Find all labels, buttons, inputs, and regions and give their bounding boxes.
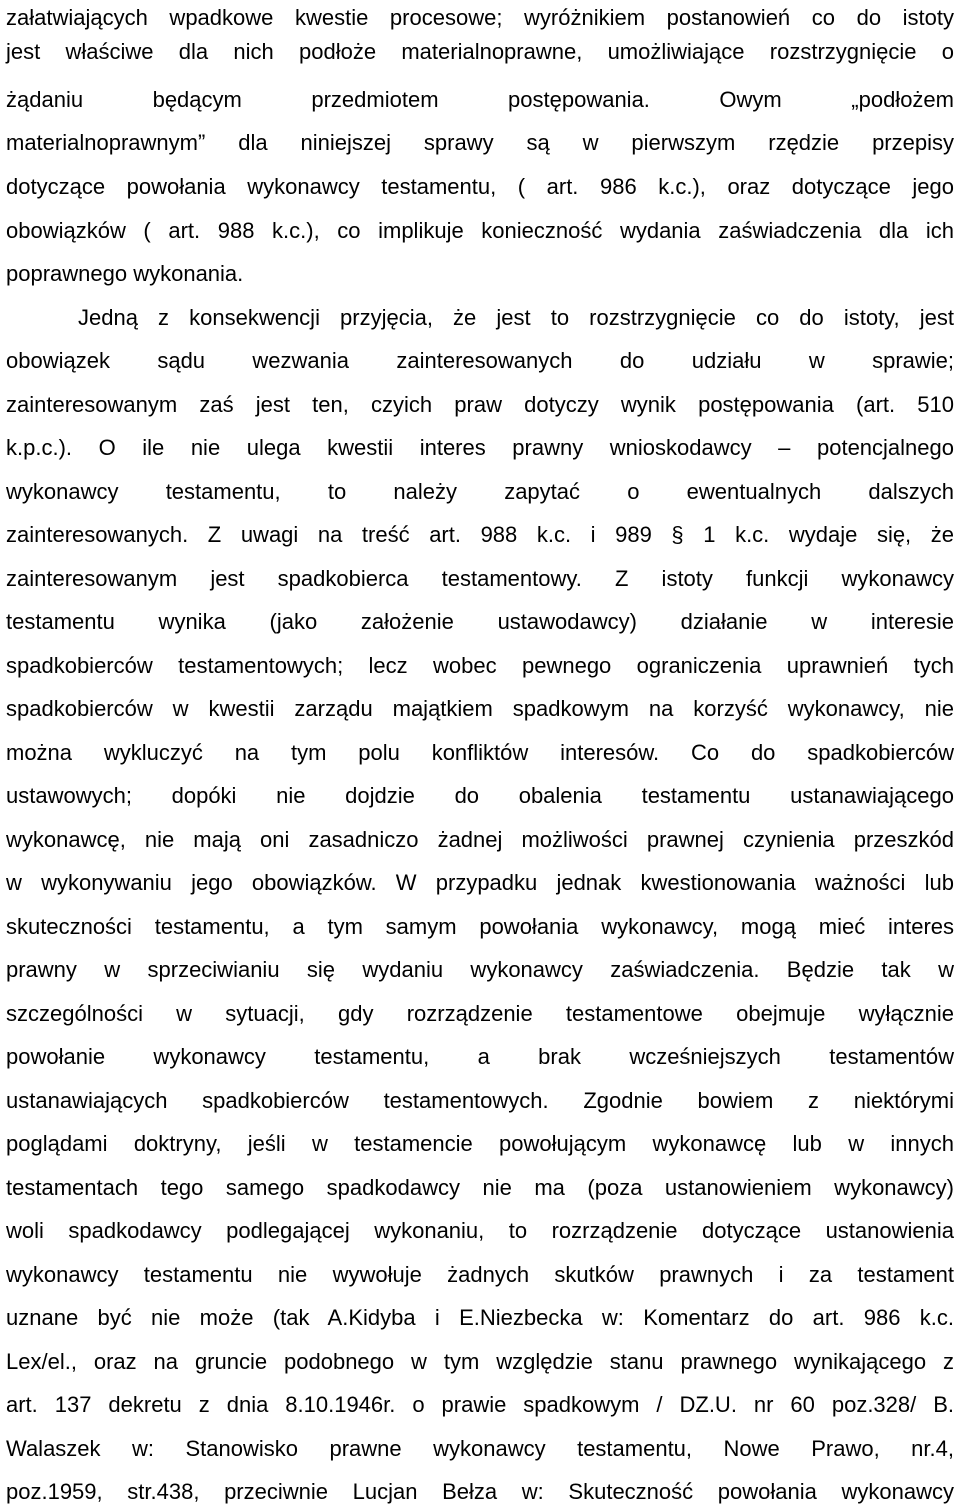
text-line: obowiązków ( art. 988 k.c.), co implikuje konieczność wydania zaświadczenia dla ich xyxy=(6,218,954,243)
text-line: jest właściwe dla nich podłoże materialnoprawne, umożliwiające rozstrzygnięcie o xyxy=(6,39,954,64)
text-line: zainteresowanych. Z uwagi na treść art. 988 k.c. i 989 § 1 k.c. wydaje się, że xyxy=(6,522,954,547)
text-line: poglądami doktryny, jeśli w testamencie powołującym wykonawcę lub w innych xyxy=(6,1131,954,1156)
text-line: ustawowych; dopóki nie dojdzie do obalenia testamentu ustanawiającego xyxy=(6,783,954,808)
text-line: woli spadkodawcy podlegającej wykonaniu, to rozrządzenie dotyczące ustanowienia xyxy=(6,1218,954,1243)
text-line: żądaniu będącym przedmiotem postępowania. Owym „podłożem xyxy=(6,87,954,112)
text-line: k.p.c.). O ile nie ulega kwestii interes prawny wnioskodawcy – potencjalnego xyxy=(6,435,954,460)
text-line: ustanawiających spadkobierców testamentowych. Zgodnie bowiem z niektórymi xyxy=(6,1088,954,1113)
text-line: wykonawcy testamentu, to należy zapytać o ewentualnych dalszych xyxy=(6,479,954,504)
text-line: dotyczące powołania wykonawcy testamentu, ( art. 986 k.c.), oraz dotyczące jego xyxy=(6,174,954,199)
text-line: wykonawcę, nie mają oni zasadniczo żadnej możliwości prawnej czynienia przeszkód xyxy=(6,827,954,852)
text-line: powołanie wykonawcy testamentu, a brak wcześniejszych testamentów xyxy=(6,1044,954,1069)
text-line: w wykonywaniu jego obowiązków. W przypadku jednak kwestionowania ważności lub xyxy=(6,870,954,895)
text-line: skuteczności testamentu, a tym samym powołania wykonawcy, mogą mieć interes xyxy=(6,914,954,939)
paragraph-first-line: Jedną z konsekwencji przyjęcia, że jest to rozstrzygnięcie co do istoty, jest xyxy=(78,305,954,330)
text-line: testamentach tego samego spadkodawcy nie ma (poza ustanowieniem wykonawcy) xyxy=(6,1175,954,1200)
text-line: obowiązek sądu wezwania zainteresowanych do udziału w sprawie; xyxy=(6,348,954,373)
text-line: spadkobierców w kwestii zarządu majątkiem spadkowym na korzyść wykonawcy, nie xyxy=(6,696,954,721)
text-line: można wykluczyć na tym polu konfliktów interesów. Co do spadkobierców xyxy=(6,740,954,765)
text-line: testamentu wynika (jako założenie ustawodawcy) działanie w interesie xyxy=(6,609,954,634)
text-line: uznane być nie może (tak A.Kidyba i E.Niezbecka w: Komentarz do art. 986 k.c. xyxy=(6,1305,954,1330)
text-line: wykonawcy testamentu nie wywołuje żadnych skutków prawnych i za testament xyxy=(6,1262,954,1287)
text-line: poz.1959, str.438, przeciwnie Lucjan Bełza w: Skuteczność powołania wykonawcy xyxy=(6,1479,954,1504)
text-line: spadkobierców testamentowych; lecz wobec pewnego ograniczenia uprawnień tych xyxy=(6,653,954,678)
text-line: załatwiających wpadkowe kwestie procesowe; wyróżnikiem postanowień co do istoty xyxy=(6,5,954,30)
text-line: poprawnego wykonania. xyxy=(6,261,244,286)
text-line: Lex/el., oraz na gruncie podobnego w tym względzie stanu prawnego wynikającego z xyxy=(6,1349,954,1374)
text-line: zainteresowanym jest spadkobierca testamentowy. Z istoty funkcji wykonawcy xyxy=(6,566,954,591)
text-line: szczególności w sytuacji, gdy rozrządzenie testamentowe obejmuje wyłącznie xyxy=(6,1001,954,1026)
text-line: art. 137 dekretu z dnia 8.10.1946r. o prawie spadkowym / DZ.U. nr 60 poz.328/ B. xyxy=(6,1392,954,1417)
text-line: materialnoprawnym” dla niniejszej sprawy są w pierwszym rzędzie przepisy xyxy=(6,130,954,155)
text-line: Walaszek w: Stanowisko prawne wykonawcy testamentu, Nowe Prawo, nr.4, xyxy=(6,1436,954,1461)
text-line: prawny w sprzeciwianiu się wydaniu wykonawcy zaświadczenia. Będzie tak w xyxy=(6,957,954,982)
text-line: zainteresowanym zaś jest ten, czyich praw dotyczy wynik postępowania (art. 510 xyxy=(6,392,954,417)
